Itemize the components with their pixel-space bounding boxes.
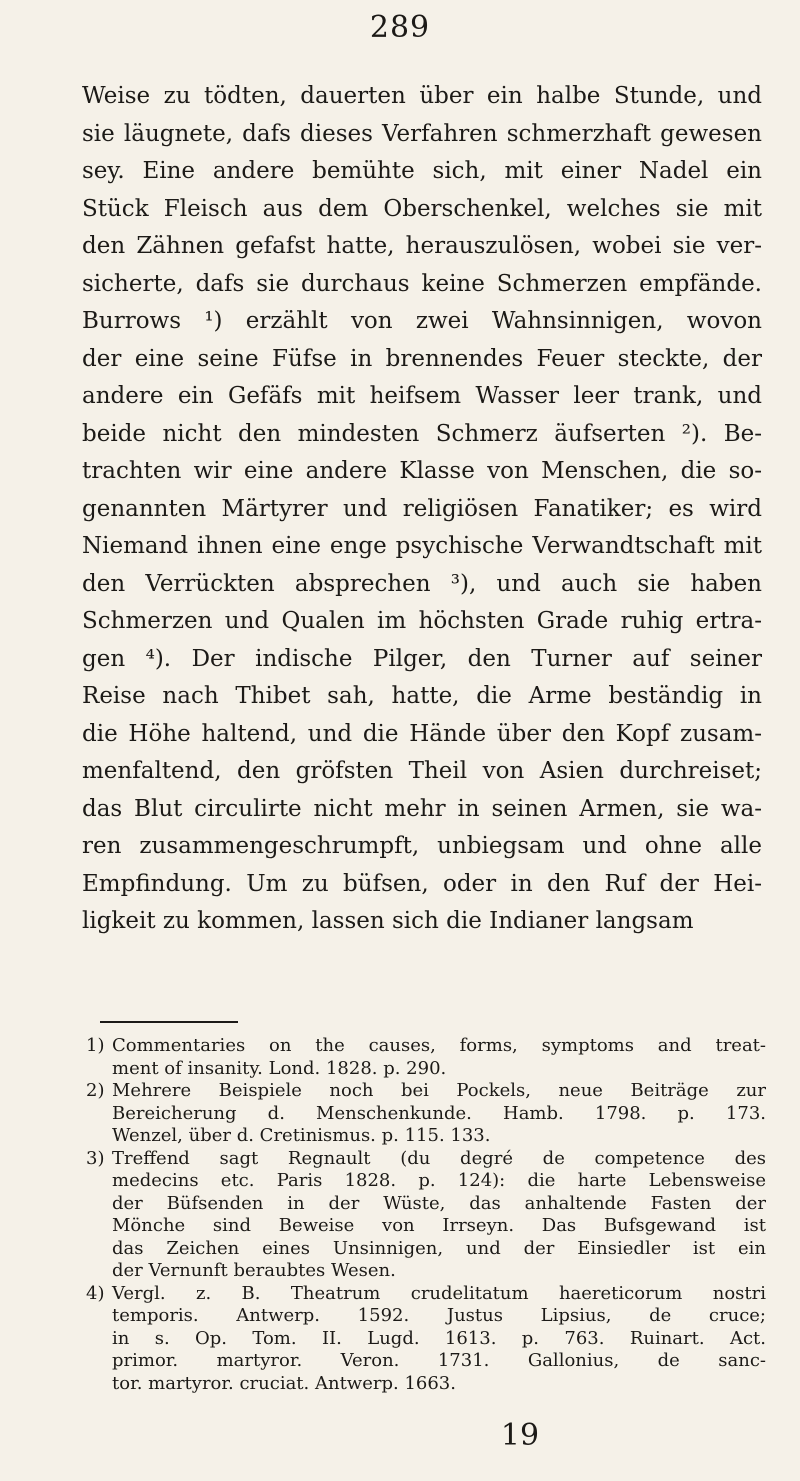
body-line: trachten wir eine andere Klasse von Menschen, die so-	[82, 458, 762, 484]
body-line: Schmerzen und Qualen im höchsten Grade ruhig ertra-	[82, 608, 762, 634]
footnote-line: Vergl. z. B. Theatrum crudelitatum haereticorum nostri	[112, 1282, 766, 1304]
body-line: Burrows ¹) erzählt von zwei Wahnsinnigen, wovon	[82, 308, 762, 334]
body-line: den Zähnen gefafst hatte, herauszulösen, wobei sie ver-	[82, 233, 762, 259]
body-line: sey. Eine andere bemühte sich, mit einer Nadel ein	[82, 158, 762, 184]
footnote-line: der Vernunft beraubtes Wesen.	[112, 1260, 396, 1281]
footnote-text	[112, 1283, 766, 1396]
footnote-line: temporis. Antwerp. 1592. Justus Lipsius, de cruce;	[112, 1305, 766, 1326]
footnote-line: primor. martyror. Veron. 1731. Gallonius, de sanc-	[112, 1350, 766, 1371]
footnote-line: Mönche sind Beweise von Irrseyn. Das Bufsgewand ist	[112, 1215, 766, 1236]
footnote-label: 3)	[86, 1147, 105, 1169]
footnote-label: 1)	[86, 1035, 105, 1056]
body-line: gen ⁴). Der indische Pilger, den Turner auf seiner	[82, 645, 762, 672]
footnote	[86, 1080, 766, 1148]
body-line: der eine seine Füfse in brennendes Feuer steckte, der	[82, 345, 762, 372]
footnote-line: tor. martyror. cruciat. Antwerp. 1663.	[112, 1372, 456, 1394]
body-line: sie läugnete, dafs dieses Verfahren schmerzhaft gewesen	[82, 120, 762, 147]
footnote-label: 4)	[86, 1282, 105, 1304]
body-line: Weise zu tödten, dauerten über ein halbe Stunde, und	[82, 83, 762, 109]
body-line: andere ein Gefäfs mit heifsem Wasser leer trank, und	[82, 383, 762, 409]
footnote-label: 2)	[86, 1080, 105, 1101]
body-line: Empfindung. Um zu büfsen, oder in den Ruf der Hei-	[82, 870, 762, 897]
body-line: genannten Märtyrer und religiösen Fanatiker; es wird	[82, 495, 762, 522]
footnote-text	[112, 1080, 766, 1148]
footnote-text	[112, 1035, 766, 1080]
footnotes	[86, 1035, 766, 1395]
footnote-divider	[100, 1021, 238, 1023]
footnote	[86, 1148, 766, 1283]
footnote-line: Wenzel, über d. Cretinismus. p. 115. 133.	[112, 1125, 491, 1146]
footnote-line: in s. Op. Tom. II. Lugd. 1613. p. 763. Ruinart. Act.	[112, 1327, 766, 1349]
footnote-line: der Büfsenden in der Wüste, das anhaltende Fasten der	[112, 1192, 766, 1214]
signature-mark: 19	[500, 1418, 540, 1453]
body-line: sicherte, dafs sie durchaus keine Schmerzen empfände.	[82, 270, 762, 297]
body-line: Stück Fleisch aus dem Oberschenkel, welches sie mit	[82, 195, 762, 222]
body-line: die Höhe haltend, und die Hände über den Kopf zusam-	[82, 720, 762, 747]
body-line: das Blut circulirte nicht mehr in seinen Armen, sie wa-	[82, 795, 762, 822]
body-line: Reise nach Thibet sah, hatte, die Arme beständig in	[82, 683, 762, 709]
footnote-line: Mehrere Beispiele noch bei Pockels, neue Beiträge zur	[112, 1080, 766, 1101]
footnote-line: das Zeichen eines Unsinnigen, und der Einsiedler ist ein	[112, 1237, 766, 1259]
footnote-line: medecins etc. Paris 1828. p. 124): die harte Lebensweise	[112, 1170, 766, 1191]
body-line: den Verrückten absprechen ³), und auch sie haben	[82, 570, 762, 597]
body-text	[82, 78, 762, 941]
footnote-line: Treffend sagt Regnault (du degré de competence des	[112, 1147, 766, 1169]
footnote	[86, 1283, 766, 1396]
page-number: 289	[369, 10, 431, 45]
footnote-line: ment of insanity. Lond. 1828. p. 290.	[112, 1057, 447, 1079]
footnote-line: Bereicherung d. Menschenkunde. Hamb. 1798. p. 173.	[112, 1102, 766, 1124]
footnote-line: Commentaries on the causes, forms, symptoms and treat-	[112, 1035, 766, 1056]
footnote	[86, 1035, 766, 1080]
body-line: menfaltend, den gröfsten Theil von Asien durchreiset;	[82, 758, 762, 784]
body-line: ligkeit zu kommen, lassen sich die Indianer langsam	[82, 908, 694, 934]
body-line: Niemand ihnen eine enge psychische Verwandtschaft mit	[82, 533, 762, 559]
body-line: ren zusammengeschrumpft, unbiegsam und ohne alle	[82, 833, 762, 859]
footnote-text	[112, 1148, 766, 1283]
body-line: beide nicht den mindesten Schmerz äufserten ²). Be-	[82, 420, 762, 447]
